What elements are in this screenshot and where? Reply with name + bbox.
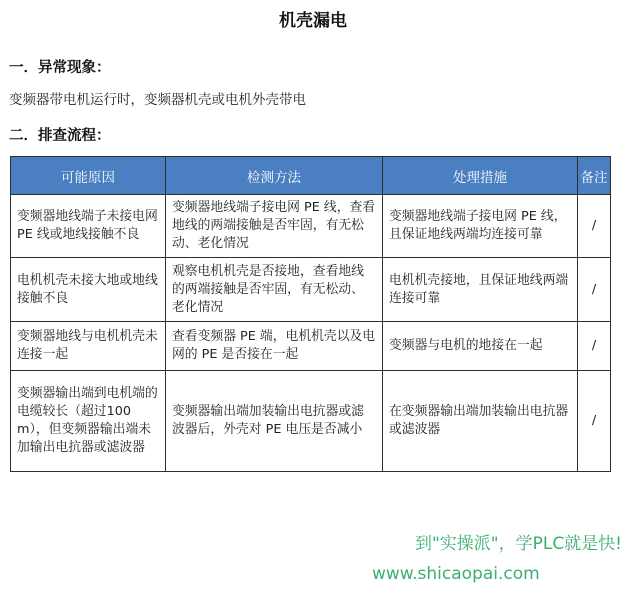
symptom-text: 变频器带电机运行时，变频器机壳或电机外壳带电	[9, 92, 306, 108]
cell-check: 变频器地线端子接电网 PE 线，查看地线的两端接触是否牢固，有无松动、老化情况	[166, 195, 383, 258]
cell-note: /	[578, 195, 611, 258]
header-fix: 处理措施	[383, 157, 578, 195]
table-row	[11, 195, 611, 258]
cell-check: 观察电机机壳是否接地，查看地线的两端接触是否牢固，有无松动、老化情况	[166, 258, 383, 322]
cell-fix: 在变频器输出端加装输出电抗器或滤波器	[383, 371, 578, 472]
header-note: 备注	[578, 157, 611, 195]
table-row	[11, 322, 611, 371]
troubleshooting-table	[10, 156, 611, 472]
cell-fix: 变频器地线端子接电网 PE 线，且保证地线两端均连接可靠	[383, 195, 578, 258]
cell-cause: 变频器输出端到电机端的电缆较长（超过100m），但变频器输出端未加输出电抗器或滤波器	[11, 371, 166, 472]
cell-check: 查看变频器 PE 端，电机机壳以及电网的 PE 是否接在一起	[166, 322, 383, 371]
cell-cause: 变频器地线端子未接电网 PE 线或地线接触不良	[11, 195, 166, 258]
section-heading-symptom: 一．异常现象：	[9, 60, 111, 76]
table-row	[11, 371, 611, 472]
cell-fix: 变频器与电机的地接在一起	[383, 322, 578, 371]
header-check: 检测方法	[166, 157, 383, 195]
cell-cause: 电机机壳未接大地或地线接触不良	[11, 258, 166, 322]
cell-cause: 变频器地线与电机机壳未连接一起	[11, 322, 166, 371]
cell-fix: 电机机壳接地，且保证地线两端连接可靠	[383, 258, 578, 322]
cell-note: /	[578, 322, 611, 371]
section-heading-procedure: 二．排查流程：	[9, 128, 111, 144]
footer-url[interactable]: www.shicaopai.com	[372, 564, 540, 584]
table-row	[11, 258, 611, 322]
footer-slogan: 到"实操派"，学PLC就是快!	[414, 534, 622, 554]
page-title: 机壳漏电	[279, 11, 347, 31]
header-cause: 可能原因	[11, 157, 166, 195]
table-header-row	[11, 157, 611, 195]
cell-note: /	[578, 258, 611, 322]
cell-note: /	[578, 371, 611, 472]
cell-check: 变频器输出端加装输出电抗器或滤波器后，外壳对 PE 电压是否减小	[166, 371, 383, 472]
